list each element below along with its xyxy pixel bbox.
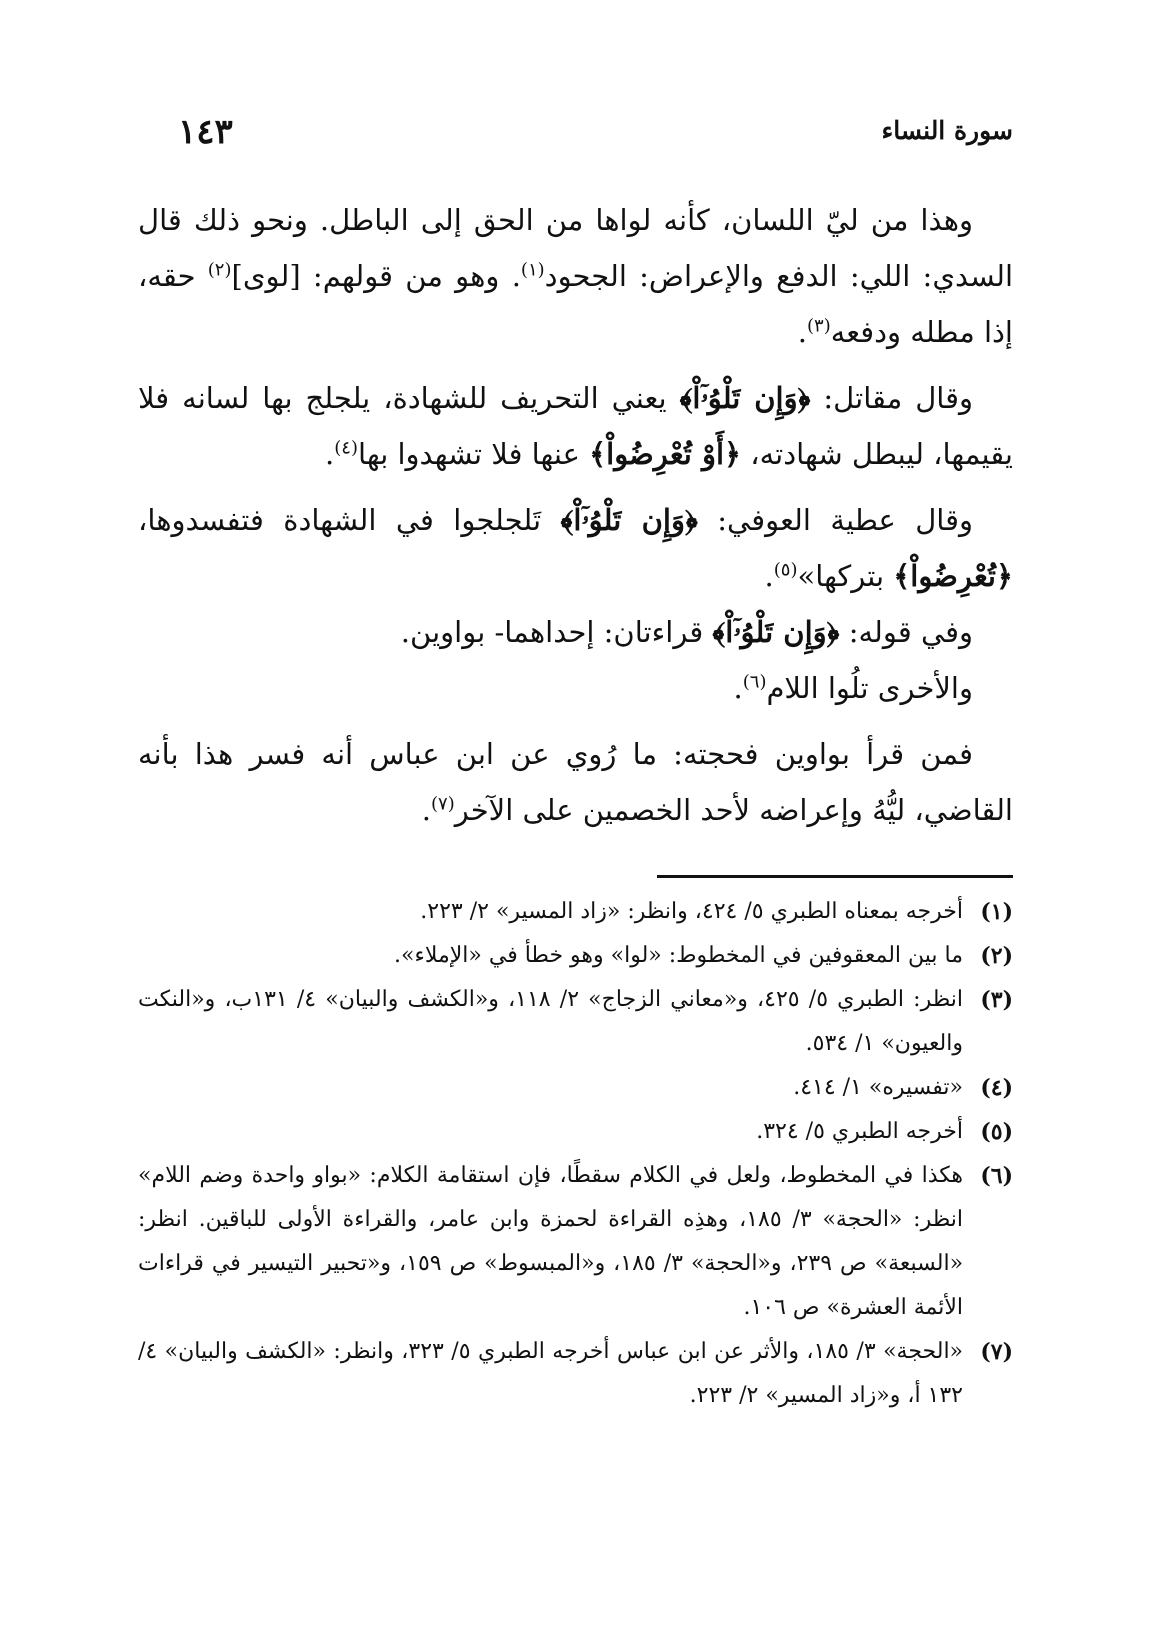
page-number: ١٤٣ — [178, 112, 233, 152]
footnote-number: (٢) — [980, 943, 1013, 969]
paragraph-1 — [138, 192, 1013, 360]
footnote-ref-6: (٦) — [742, 671, 767, 693]
paragraph-4-end: قراءتان: إحداهما- بواوين. — [400, 615, 713, 649]
footnote-divider — [657, 875, 1013, 878]
paragraph-4 — [138, 604, 1013, 660]
footnote — [138, 1154, 1013, 1330]
paragraph-2-start: وقال مقاتل: — [810, 381, 974, 415]
paragraph-2-middle: يعني التحريف للشهادة، يلجلج بها لسانه فلا يقيمها، ليبطل شهادته، — [138, 381, 1013, 471]
footnote-ref-7: (٧) — [431, 793, 455, 815]
footnote-number: (٧) — [980, 1339, 1013, 1365]
footnote — [138, 1066, 1013, 1110]
paragraph-5-text: والأخرى تلُوا اللام — [766, 671, 973, 705]
footnote-ref-5: (٥) — [773, 559, 798, 581]
quran-quote: ﴿وَإِن تَلْوُۥٓاْ﴾ — [712, 615, 840, 649]
footnote-ref-1: (١) — [520, 259, 545, 281]
footnote-ref-2: (٢) — [207, 259, 232, 281]
paragraph-1-period: . — [797, 315, 807, 349]
footnote-text: هكذا في المخطوط، ولعل في الكلام سقطًا، فإن استقامة الكلام: «بواو واحدة وضم اللام» انظر: «الحجة» ٣/ ١٨٥، وهذِه القراءة لحمزة وابن عامر، والقراءة الأولى للباقين. انظر: «السبعة» ص ٢٣٩، و«الحجة» ٣/ ١٨٥، و«المبسوط» ص ١٥٩، و«تحبير التيسير في قراءات الأئمة العشرة» ص ١٠٦. — [138, 1163, 964, 1320]
paragraph-1-line-3: [لوى] — [231, 259, 301, 293]
footnote-number: (٣) — [980, 987, 1013, 1013]
paragraph-5 — [138, 660, 1013, 716]
paragraph-3-end: بتركها» — [797, 559, 894, 593]
footnote-number: (٥) — [980, 1119, 1013, 1145]
paragraph-6 — [138, 726, 1013, 838]
footnote — [138, 978, 1013, 1066]
footnote-text: «تفسيره» ١/ ٤١٤. — [793, 1075, 963, 1100]
footnotes — [138, 890, 1013, 1418]
paragraph-1-line-2: قال السدي: اللي: الدفع والإعراض: الجحود — [138, 203, 1013, 293]
quran-quote: ﴿وَإِن تَلْوُۥٓاْ﴾ — [560, 503, 698, 537]
main-text — [138, 192, 1013, 838]
footnote-ref-4: (٤) — [334, 437, 358, 459]
paragraph-2-end: عنها فلا تشهدوا بها — [357, 437, 590, 471]
page-header — [160, 112, 1013, 152]
paragraph-4-start: وفي قوله: — [839, 615, 973, 649]
footnote-number: (١) — [980, 899, 1013, 925]
footnote-text: أخرجه بمعناه الطبري ٥/ ٤٢٤، وانظر: «زاد المسير» ٢/ ٢٢٣. — [420, 899, 963, 924]
paragraph-5-period: . — [733, 671, 743, 705]
paragraph-6-period: . — [421, 793, 432, 827]
footnote — [138, 890, 1013, 934]
running-title: سورة النساء — [881, 116, 1013, 145]
paragraph-2 — [138, 370, 1013, 482]
footnote-text: «الحجة» ٣/ ١٨٥، والأثر عن ابن عباس أخرجه الطبري ٥/ ٣٢٣، وانظر: «الكشف والبيان» ٤/ ١٣٢ أ، و«زاد المسير» ٢/ ٢٢٣. — [138, 1339, 964, 1408]
paragraph-3 — [138, 492, 1013, 604]
paragraph-2-period: . — [325, 437, 335, 471]
footnote — [138, 1110, 1013, 1154]
footnote-text: انظر: الطبري ٥/ ٤٢٥، و«معاني الزجاج» ٢/ ١١٨، و«الكشف والبيان» ٤/ ١٣١ب، و«النكت والعيون» ١/ ٥٣٤. — [138, 987, 964, 1056]
paragraph-6-text: فمن قرأ بواوين فحجته: ما رُوي عن ابن عباس أنه فسر هذا بأنه القاضي، ليُّهُ وإعراضه لأحد الخصمين على الآخر — [138, 737, 1013, 827]
paragraph-1-line-2-end: . وهو من قولهم: — [312, 259, 521, 293]
footnote-number: (٦) — [980, 1163, 1013, 1189]
quran-quote: ﴿وَإِن تَلْوُۥٓاْ﴾ — [679, 381, 811, 415]
footnote-ref-3: (٣) — [807, 315, 831, 337]
footnote-number: (٤) — [980, 1075, 1013, 1101]
quran-quote: ﴿أَوْ تُعْرِضُواْ﴾ — [589, 437, 742, 471]
footnote-text: أخرجه الطبري ٥/ ٣٢٤. — [756, 1119, 963, 1144]
paragraph-3-start: وقال عطية العوفي: — [697, 503, 974, 537]
paragraph-1-line-1: وهذا من ليّ اللسان، كأنه لواها من الحق إلى الباطل. ونحو ذلك — [193, 203, 973, 237]
paragraph-3-middle: تَلجلجوا في الشهادة فتفسدوها، — [138, 503, 561, 537]
footnote — [138, 934, 1013, 978]
footnote-text: ما بين المعقوفين في المخطوط: «لوا» وهو خطأ في «الإملاء». — [394, 943, 963, 968]
quran-quote: ﴿تُعْرِضُواْ﴾ — [893, 559, 1013, 593]
paragraph-1-line-3-end: حقه، إذا مطله ودفعه — [138, 259, 1013, 349]
paragraph-3-period: . — [764, 559, 774, 593]
footnote — [138, 1330, 1013, 1418]
